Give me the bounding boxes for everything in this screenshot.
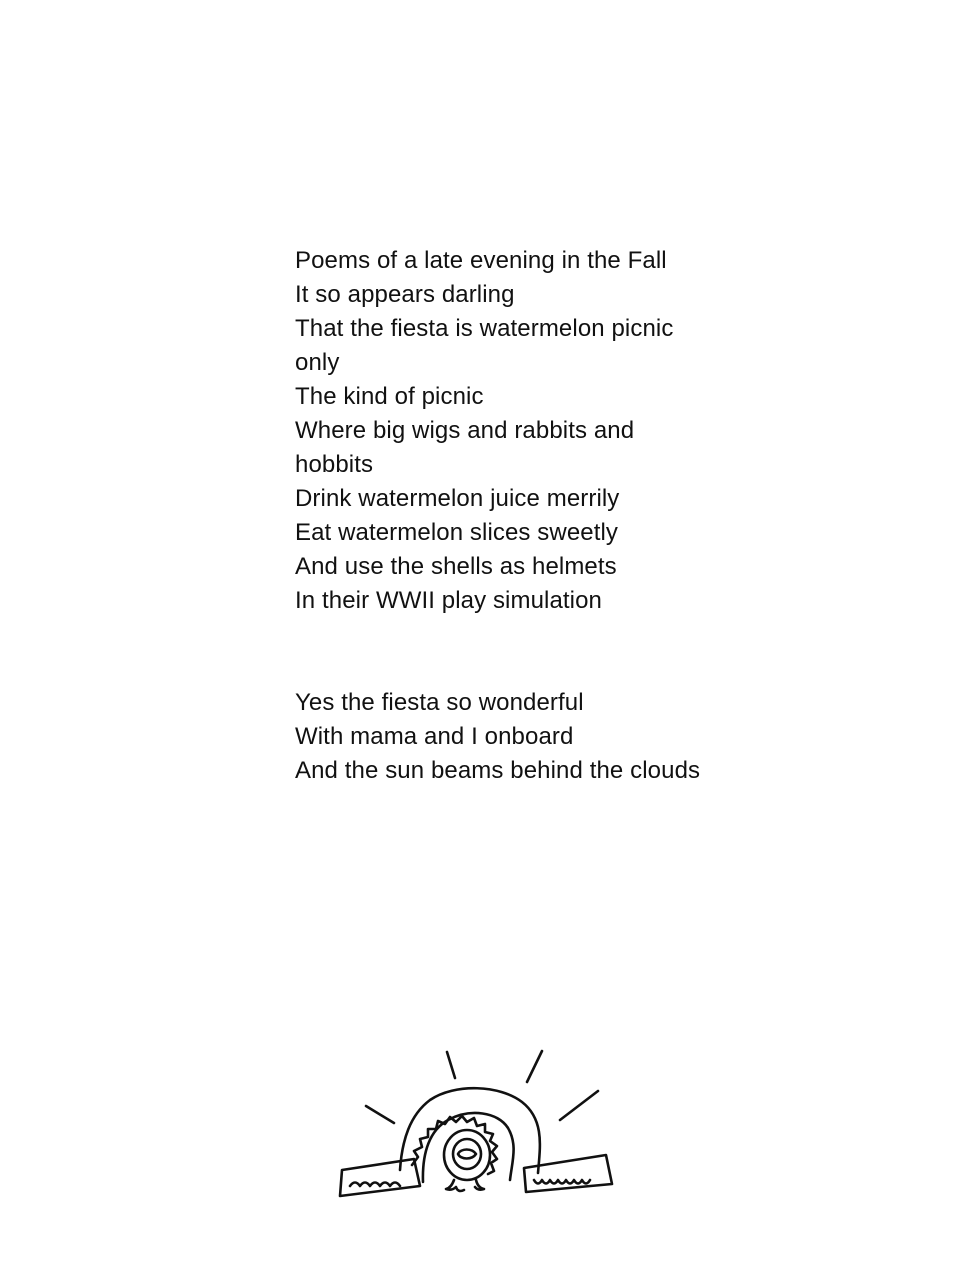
poem-line: Yes the fiesta so wonderful bbox=[295, 689, 584, 716]
poem-line: In their WWII play simulation bbox=[295, 587, 602, 614]
poem-line: hobbits bbox=[295, 451, 374, 478]
left-cloud-band-icon bbox=[340, 1159, 420, 1196]
poem-line: With mama and I onboard bbox=[295, 723, 574, 750]
poem-line: Eat watermelon slices sweetly bbox=[295, 519, 619, 546]
stanza-2 bbox=[295, 686, 895, 788]
poem-line: only bbox=[295, 349, 340, 376]
poem-line: And use the shells as helmets bbox=[295, 553, 617, 580]
poem-line: Where big wigs and rabbits and bbox=[295, 417, 635, 444]
sun-feet-icon bbox=[446, 1180, 484, 1191]
stanza-1 bbox=[295, 278, 895, 618]
poem-line: Drink watermelon juice merrily bbox=[295, 485, 620, 512]
poem-line: It so appears darling bbox=[295, 281, 515, 308]
poem-line: That the fiesta is watermelon picnic bbox=[295, 315, 674, 342]
poem-line: And the sun beams behind the clouds bbox=[295, 757, 701, 784]
poem-title: Poems of a late evening in the Fall bbox=[295, 247, 667, 274]
poem bbox=[295, 244, 895, 856]
poem-line: The kind of picnic bbox=[295, 383, 484, 410]
sun-behind-clouds-drawing-icon bbox=[330, 1040, 630, 1210]
sun-core-outer-icon bbox=[444, 1130, 490, 1180]
sun-core-inner-icon bbox=[458, 1150, 476, 1159]
